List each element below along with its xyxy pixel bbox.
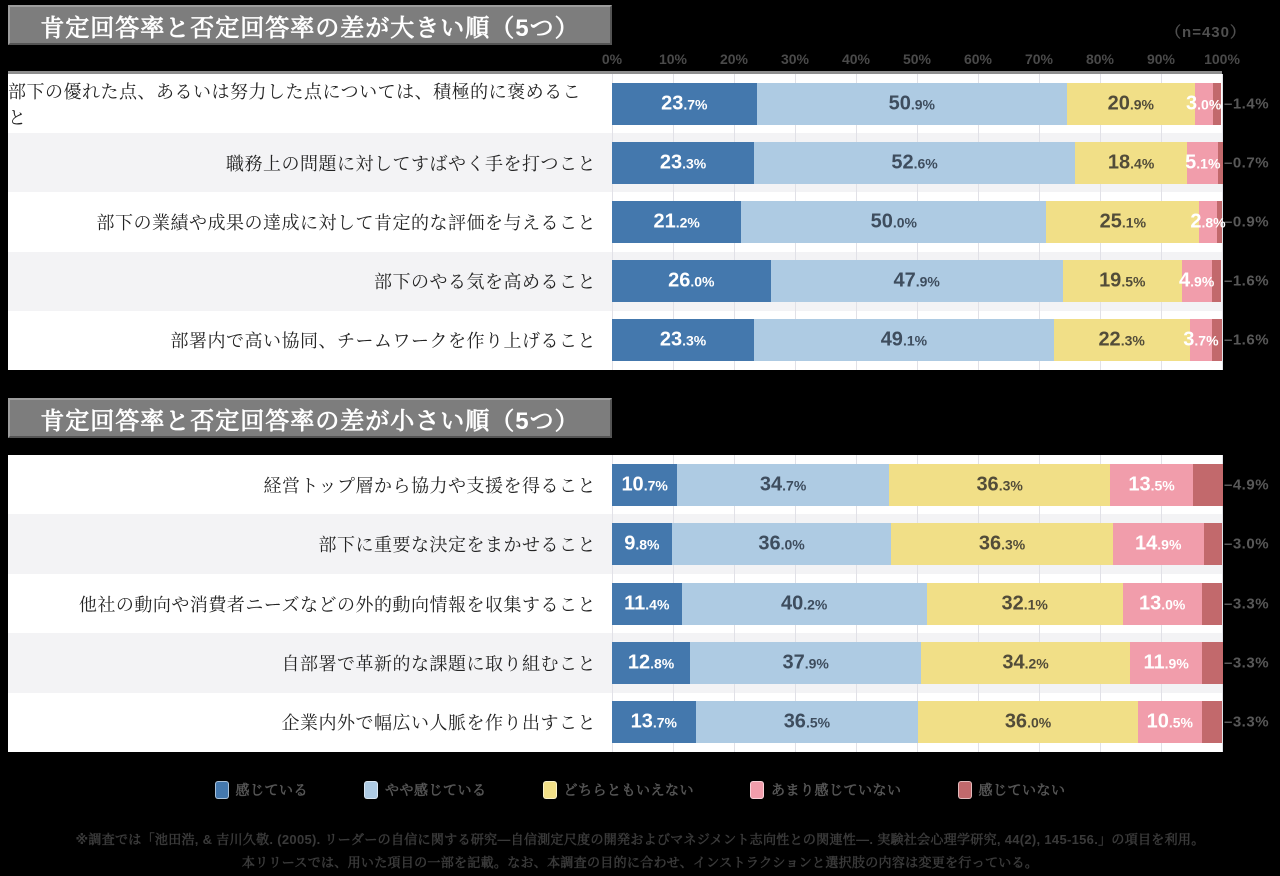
chart-row [8, 74, 1270, 133]
bar-segment-5 [1204, 523, 1222, 565]
stacked-bar [612, 514, 1222, 573]
bar-segment-1 [612, 142, 754, 184]
bar-segment-5 [1202, 583, 1222, 625]
segment-value-label: 19.5% [1099, 269, 1146, 292]
segment-value-label: 23.7% [661, 92, 708, 115]
segment-value-label: 3.0% [1186, 92, 1222, 115]
legend-swatch-icon [958, 781, 972, 799]
bar-segment-3 [1054, 319, 1190, 361]
segment-value-label: 32.1% [1001, 592, 1048, 615]
bar-segment-3 [918, 701, 1138, 743]
segment-value-label: 13.7% [630, 710, 677, 733]
legend-label: 感じていない [978, 782, 1066, 798]
axis-tick: 40% [841, 51, 871, 67]
segment-value-label: 40.2% [780, 592, 828, 615]
bar-segment-4 [1179, 260, 1215, 302]
outside-value-label: –1.4% [1224, 95, 1270, 113]
bar-segment-4 [1185, 142, 1221, 184]
segment-value-label: 37.9% [782, 651, 829, 674]
stacked-bar [612, 574, 1222, 633]
chart-row [8, 311, 1270, 370]
row-label: 部下に重要な決定をまかせること [318, 535, 596, 556]
legend-item [543, 780, 695, 800]
bar-segment-4 [1113, 523, 1204, 565]
row-label: 他社の動向や消費者ニーズなどの外的動向情報を収集すること [78, 594, 596, 615]
chart-row [8, 633, 1270, 692]
bar-segment-2 [771, 260, 1063, 302]
segment-value-label: 3.7% [1183, 328, 1219, 351]
axis-tick: 80% [1085, 51, 1115, 67]
section-1-title: 肯定回答率と否定回答率の差が大きい順（5つ） [8, 5, 612, 45]
segment-value-label: 26.0% [668, 269, 715, 292]
chart-row [8, 192, 1270, 251]
stacked-bar [612, 633, 1222, 692]
row-label: 部署内で高い協同、チームワークを作り上げること [170, 331, 596, 352]
segment-value-label: 12.8% [627, 651, 675, 674]
axis-tick: 20% [719, 51, 749, 67]
bar-segment-3 [1067, 83, 1194, 125]
segment-value-label: 34.2% [1002, 651, 1049, 674]
axis-tick: 70% [1024, 51, 1054, 67]
stacked-bar [612, 252, 1222, 311]
row-label: 部下の優れた点、あるいは努力した点については、積極的に褒めること [8, 81, 582, 128]
segment-value-label: 18.4% [1107, 151, 1155, 174]
axis-tick: 50% [902, 51, 932, 67]
row-label: 自部署で革新的な課題に取り組むこと [281, 653, 596, 674]
chart-panel-2 [8, 455, 1270, 752]
legend [0, 772, 1280, 808]
segment-value-label: 20.9% [1107, 92, 1154, 115]
legend-swatch-icon [364, 781, 378, 799]
footnote-line-2: 本リリースでは、用いた項目の一部を記載。なお、本調査の目的に合わせ、インストラクションと選択肢の内容は変更を行っている。 [241, 855, 1039, 870]
segment-value-label: 50.0% [870, 210, 917, 233]
segment-value-label: 9.8% [624, 532, 660, 555]
axis-tick: 60% [963, 51, 993, 67]
segment-value-label: 4.9% [1179, 269, 1215, 292]
bar-segment-1 [612, 464, 677, 506]
segment-value-label: 10.7% [621, 473, 668, 496]
legend-item [215, 780, 309, 800]
segment-value-label: 13.5% [1128, 473, 1175, 496]
segment-value-label: 50.9% [888, 92, 935, 115]
axis-tick: 30% [780, 51, 810, 67]
bar-segment-1 [612, 642, 690, 684]
bar-segment-2 [754, 319, 1054, 361]
segment-value-label: 52.6% [891, 151, 938, 174]
footnote [0, 828, 1280, 874]
legend-swatch-icon [215, 781, 229, 799]
bar-segment-3 [1063, 260, 1182, 302]
segment-value-label: 47.9% [893, 269, 940, 292]
bar-segment-3 [1046, 201, 1199, 243]
bar-segment-2 [672, 523, 892, 565]
chart-row [8, 133, 1270, 192]
chart-row [8, 514, 1270, 573]
segment-value-label: 22.3% [1098, 328, 1145, 351]
axis [601, 51, 1240, 69]
segment-value-label: 11.4% [624, 592, 670, 615]
segment-value-label: 21.2% [653, 210, 700, 233]
axis-tick: 100% [1204, 51, 1240, 67]
bar-segment-4 [1183, 319, 1219, 361]
bar-segment-1 [612, 523, 672, 565]
row-label: 職務上の問題に対してすばやく手を打つこと [226, 153, 596, 174]
segment-value-label: 10.5% [1146, 710, 1193, 733]
section-2-title: 肯定回答率と否定回答率の差が小さい順（5つ） [8, 398, 612, 438]
stacked-bar [612, 693, 1222, 752]
bar-segment-4 [1130, 642, 1203, 684]
outside-value-label: –1.6% [1224, 272, 1270, 290]
outside-value-label: –0.7% [1224, 154, 1270, 172]
segment-value-label: 23.3% [659, 328, 707, 351]
bar-segment-2 [690, 642, 921, 684]
bar-segment-3 [891, 523, 1112, 565]
bar-segment-5 [1193, 464, 1223, 506]
legend-swatch-icon [543, 781, 557, 799]
row-label: 企業内外で幅広い人脈を作り出すこと [281, 713, 596, 734]
chart-panel-1 [8, 71, 1270, 370]
bar-segment-1 [612, 83, 757, 125]
bar-segment-2 [677, 464, 889, 506]
stacked-bar [612, 311, 1222, 370]
bar-segment-4 [1123, 583, 1202, 625]
axis-tick: 10% [658, 51, 688, 67]
stacked-bar [612, 133, 1222, 192]
bar-segment-4 [1186, 83, 1222, 125]
outside-value-label: –3.3% [1224, 713, 1270, 731]
bar-segment-2 [696, 701, 919, 743]
segment-value-label: 34.7% [759, 473, 807, 496]
segment-value-label: 13.0% [1139, 592, 1186, 615]
segment-value-label: 14.9% [1135, 532, 1182, 555]
bar-segment-3 [921, 642, 1130, 684]
outside-value-label: –3.3% [1224, 595, 1270, 613]
stacked-bar [612, 74, 1222, 133]
outside-value-label: –1.6% [1224, 331, 1270, 349]
chart-row [8, 455, 1270, 514]
bar-segment-4 [1190, 201, 1226, 243]
bar-segment-2 [754, 142, 1075, 184]
bar-segment-3 [889, 464, 1110, 506]
chart-row [8, 574, 1270, 633]
outside-value-label: –3.3% [1224, 654, 1270, 672]
axis-tick: 0% [601, 51, 623, 67]
footnote-line-1: ※調査では「池田浩, & 吉川久敬. (2005). リーダーの自信に関する研究―自信測定尺度の開発およびマネジメント志向性との関連性―. 実験社会心理学研究, 44(2), 145-156.」の項目を利用。 [75, 832, 1205, 847]
bar-segment-1 [612, 583, 682, 625]
bar-segment-2 [682, 583, 927, 625]
bar-segment-3 [927, 583, 1123, 625]
segment-value-label: 2.8% [1190, 210, 1226, 233]
outside-value-label: –4.9% [1224, 476, 1270, 494]
segment-value-label: 36.5% [783, 710, 831, 733]
bar-segment-5 [1202, 642, 1222, 684]
row-label: 経営トップ層から協力や支援を得ること [263, 475, 596, 496]
segment-value-label: 36.0% [758, 532, 805, 555]
axis-tick: 90% [1146, 51, 1176, 67]
segment-value-label: 5.1% [1185, 151, 1221, 174]
bar-segment-3 [1075, 142, 1187, 184]
bar-segment-4 [1138, 701, 1202, 743]
bar-segment-2 [741, 201, 1046, 243]
segment-value-label: 36.3% [976, 473, 1023, 496]
bar-segment-1 [612, 319, 754, 361]
bar-segment-2 [757, 83, 1067, 125]
legend-label: あまり感じていない [771, 782, 902, 798]
stacked-bar [612, 192, 1226, 251]
chart-row [8, 693, 1270, 752]
bar-segment-1 [612, 260, 771, 302]
segment-value-label: 36.0% [1004, 710, 1052, 733]
legend-label: どちらともいえない [563, 782, 694, 798]
legend-label: 感じている [235, 782, 308, 798]
stacked-bar [612, 455, 1222, 514]
legend-item [958, 780, 1066, 800]
segment-value-label: 23.3% [659, 151, 707, 174]
bar-segment-5 [1202, 701, 1222, 743]
segment-value-label: 36.3% [978, 532, 1026, 555]
outside-value-label: –3.0% [1224, 535, 1270, 553]
segment-value-label: 49.1% [880, 328, 928, 351]
sample-size-label: （n=430） [1166, 24, 1246, 41]
row-label: 部下のやる気を高めること [374, 272, 596, 293]
segment-value-label: 11.9% [1143, 651, 1189, 674]
legend-swatch-icon [750, 781, 764, 799]
row-label: 部下の業績や成果の達成に対して肯定的な評価を与えること [96, 213, 596, 233]
chart-row [8, 252, 1270, 311]
outside-value-label: –0.9% [1224, 213, 1270, 231]
bar-segment-1 [612, 201, 741, 243]
legend-item [750, 780, 902, 800]
segment-value-label: 25.1% [1099, 210, 1147, 233]
bar-segment-1 [612, 701, 696, 743]
bar-segment-4 [1110, 464, 1192, 506]
legend-label: やや感じている [385, 782, 487, 798]
legend-item [364, 780, 487, 800]
